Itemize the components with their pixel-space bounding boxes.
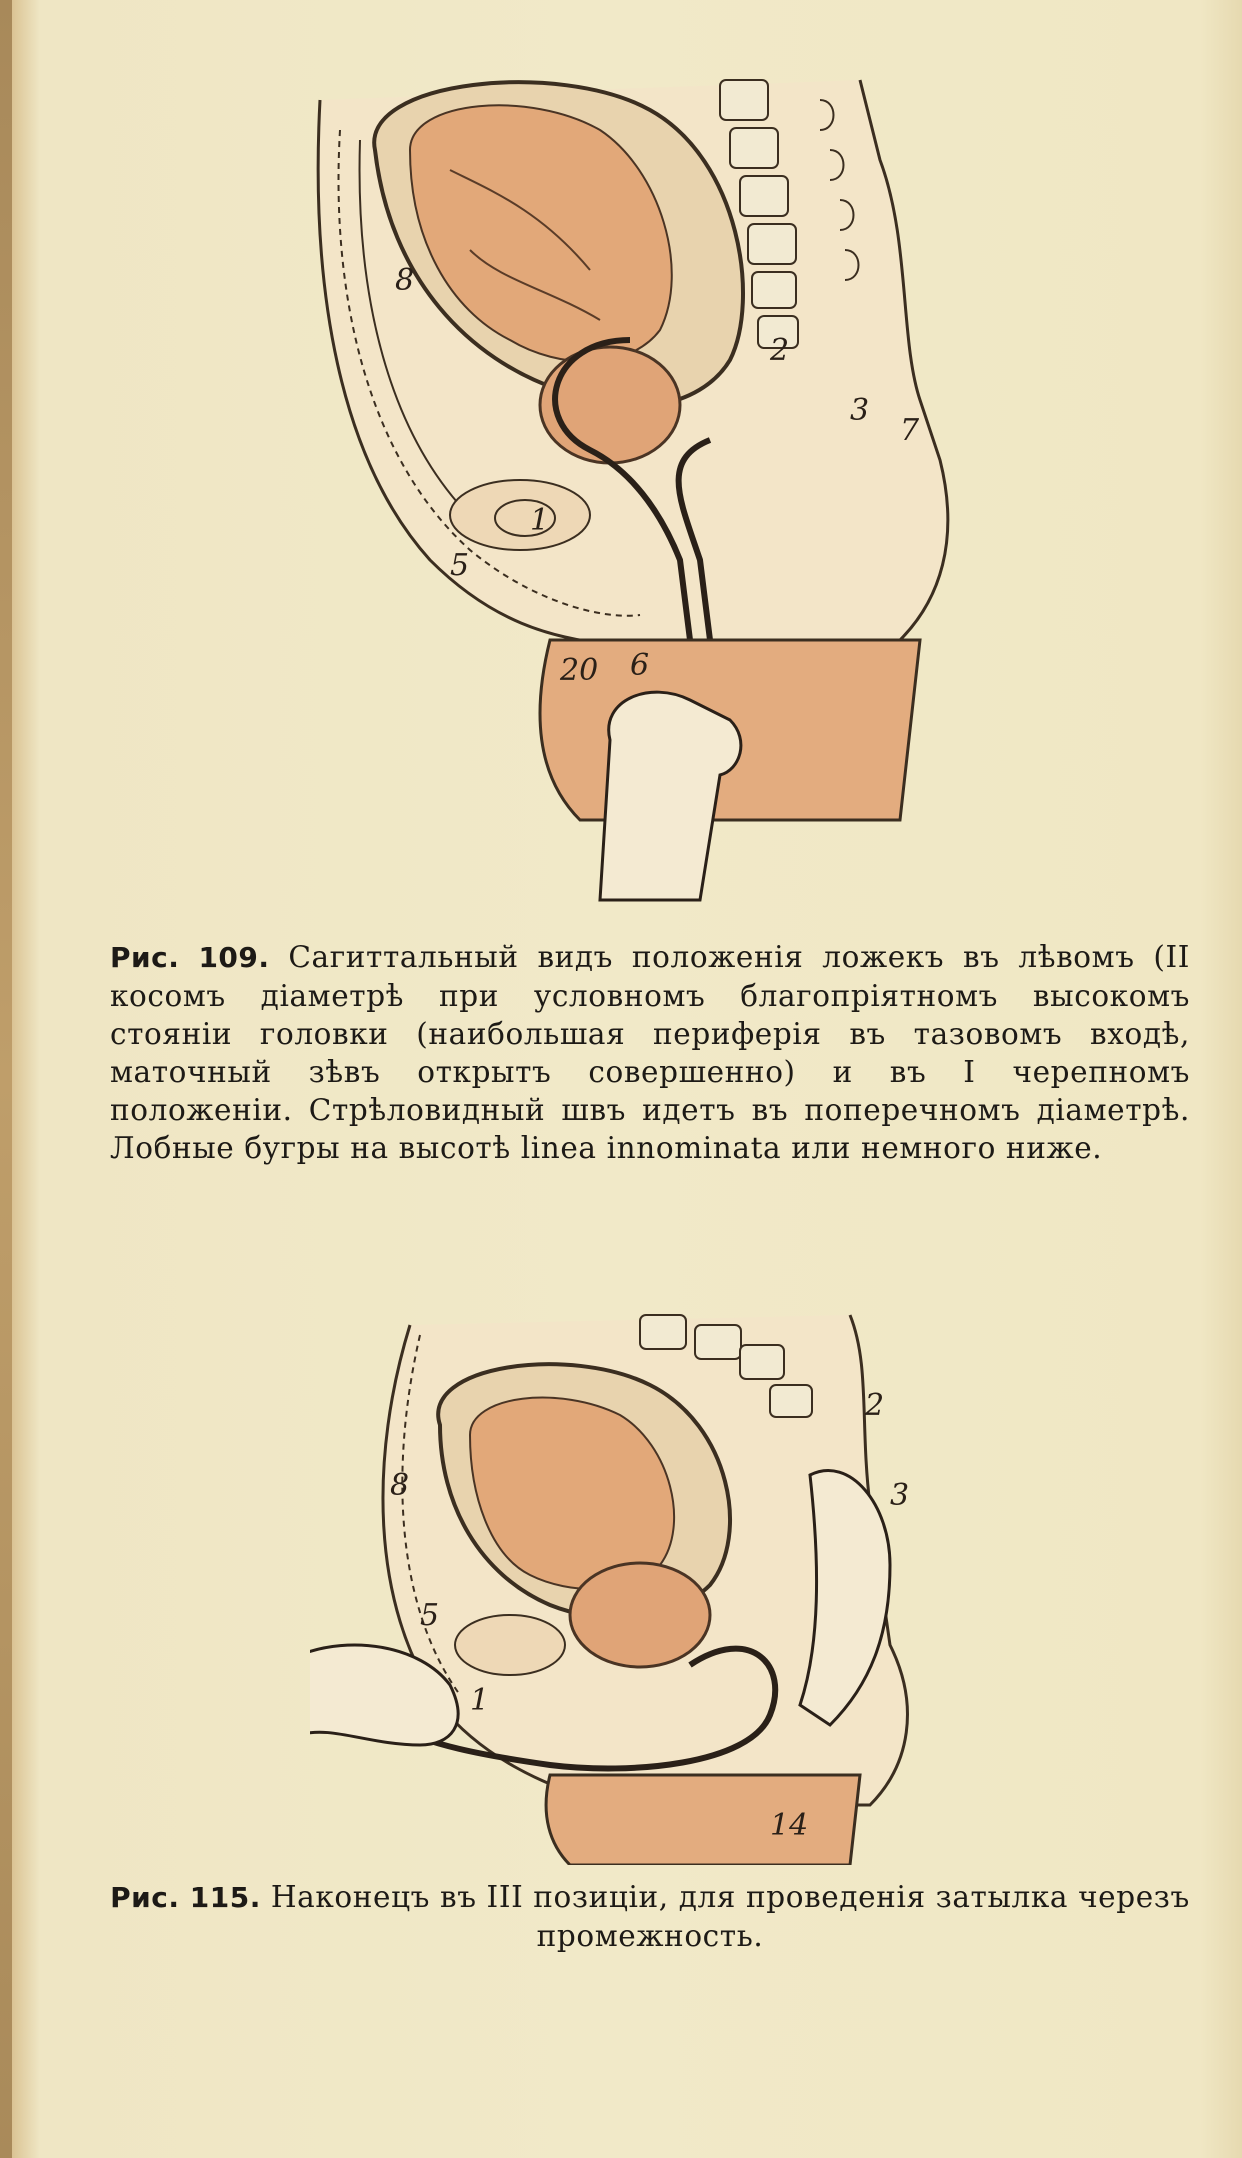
callout-1: 1 xyxy=(470,1683,490,1718)
page-gutter xyxy=(0,0,12,2158)
callout-8: 8 xyxy=(395,263,415,298)
callout-5: 5 xyxy=(450,548,470,583)
figure-115-number: Рис. 115. xyxy=(110,1881,261,1914)
callout-3: 3 xyxy=(850,393,870,428)
sagittal-section-drawing xyxy=(300,40,1000,920)
figure-109-illustration xyxy=(300,40,1000,920)
sagittal-section-drawing-2 xyxy=(310,1305,970,1865)
callout-20: 20 xyxy=(560,653,599,688)
callout-6: 6 xyxy=(630,648,650,683)
figure-115-caption-text: Наконецъ въ III позиціи, для проведенія затылка черезъ промежность. xyxy=(270,1880,1190,1953)
figure-109-number: Рис. 109. xyxy=(110,941,270,974)
callout-8: 8 xyxy=(390,1468,410,1503)
callout-7: 7 xyxy=(900,413,920,448)
callout-2: 2 xyxy=(770,333,790,368)
figure-115-caption xyxy=(110,1878,1190,1955)
callout-3: 3 xyxy=(890,1478,910,1513)
figure-109-caption xyxy=(110,938,1190,1167)
callout-14: 14 xyxy=(770,1808,809,1843)
callout-1: 1 xyxy=(530,503,550,538)
figure-115-illustration xyxy=(310,1305,970,1865)
callout-5: 5 xyxy=(420,1598,440,1633)
figure-109-caption-text: Сагиттальный видъ положенія ложекъ въ лѣвомъ (II косомъ діаметрѣ при условномъ благопріятномъ высокомъ стояніи головки (наибольшая периферія въ тазовомъ входѣ, маточный зѣвъ открытъ совершенно) и въ I черепномъ положеніи. Стрѣловидный швъ идетъ въ поперечномъ діаметрѣ. Лобные бугры на высотѣ linea innominata или немного ниже. xyxy=(110,940,1190,1165)
callout-2: 2 xyxy=(865,1388,885,1423)
